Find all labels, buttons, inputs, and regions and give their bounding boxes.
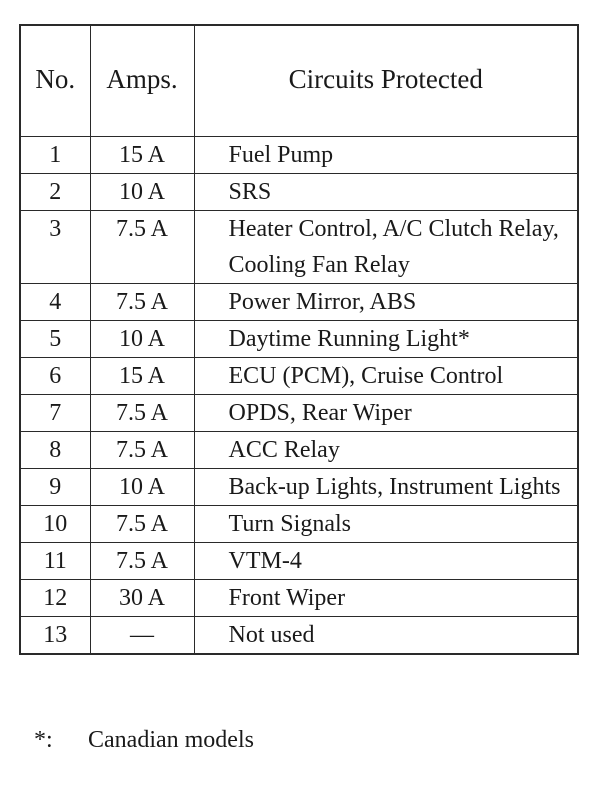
fuse-circuit: VTM-4 <box>194 543 578 580</box>
fuse-number: 5 <box>20 321 90 358</box>
table-row <box>20 174 578 211</box>
fuse-number: 9 <box>20 469 90 506</box>
footnote <box>34 722 254 758</box>
fuse-table <box>19 24 579 655</box>
table-body <box>20 137 578 655</box>
table-row <box>20 395 578 432</box>
fuse-circuit: Fuel Pump <box>194 137 578 174</box>
fuse-amps: 7.5 A <box>90 432 194 469</box>
table-row <box>20 321 578 358</box>
header-circuits-protected: Circuits Protected <box>194 25 578 137</box>
fuse-amps: 15 A <box>90 358 194 395</box>
header-row <box>20 25 578 137</box>
fuse-number: 12 <box>20 580 90 617</box>
fuse-amps: 10 A <box>90 321 194 358</box>
fuse-amps: 10 A <box>90 174 194 211</box>
fuse-number: 2 <box>20 174 90 211</box>
fuse-circuit: Front Wiper <box>194 580 578 617</box>
fuse-circuit: Not used <box>194 617 578 655</box>
fuse-amps: 7.5 A <box>90 211 194 284</box>
table-row <box>20 211 578 284</box>
fuse-amps: 7.5 A <box>90 506 194 543</box>
table-row <box>20 580 578 617</box>
footnote-text: Canadian models <box>88 727 254 753</box>
header-no: No. <box>20 25 90 137</box>
table-header <box>20 25 578 137</box>
fuse-amps: 7.5 A <box>90 395 194 432</box>
fuse-number: 7 <box>20 395 90 432</box>
fuse-number: 6 <box>20 358 90 395</box>
fuse-circuit: Turn Signals <box>194 506 578 543</box>
fuse-circuit: Back-up Lights, Instrument Lights <box>194 469 578 506</box>
fuse-number: 11 <box>20 543 90 580</box>
fuse-circuit: SRS <box>194 174 578 211</box>
fuse-number: 4 <box>20 284 90 321</box>
fuse-circuit: ACC Relay <box>194 432 578 469</box>
fuse-circuit: OPDS, Rear Wiper <box>194 395 578 432</box>
table-row <box>20 617 578 655</box>
fuse-number: 13 <box>20 617 90 655</box>
fuse-number: 1 <box>20 137 90 174</box>
fuse-circuit: ECU (PCM), Cruise Control <box>194 358 578 395</box>
table-row <box>20 432 578 469</box>
fuse-circuit: Heater Control, A/C Clutch Relay, Cooling Fan Relay <box>194 211 578 284</box>
fuse-amps: 15 A <box>90 137 194 174</box>
fuse-number: 3 <box>20 211 90 284</box>
fuse-amps: 7.5 A <box>90 543 194 580</box>
fuse-number: 10 <box>20 506 90 543</box>
table-row <box>20 469 578 506</box>
fuse-amps: — <box>90 617 194 655</box>
table-row <box>20 284 578 321</box>
table-row <box>20 137 578 174</box>
fuse-circuit: Daytime Running Light* <box>194 321 578 358</box>
fuse-amps: 10 A <box>90 469 194 506</box>
fuse-circuit: Power Mirror, ABS <box>194 284 578 321</box>
table-row <box>20 506 578 543</box>
footnote-mark: *: <box>34 727 53 753</box>
table-row <box>20 543 578 580</box>
fuse-amps: 7.5 A <box>90 284 194 321</box>
table-row <box>20 358 578 395</box>
fuse-number: 8 <box>20 432 90 469</box>
header-amps: Amps. <box>90 25 194 137</box>
fuse-amps: 30 A <box>90 580 194 617</box>
